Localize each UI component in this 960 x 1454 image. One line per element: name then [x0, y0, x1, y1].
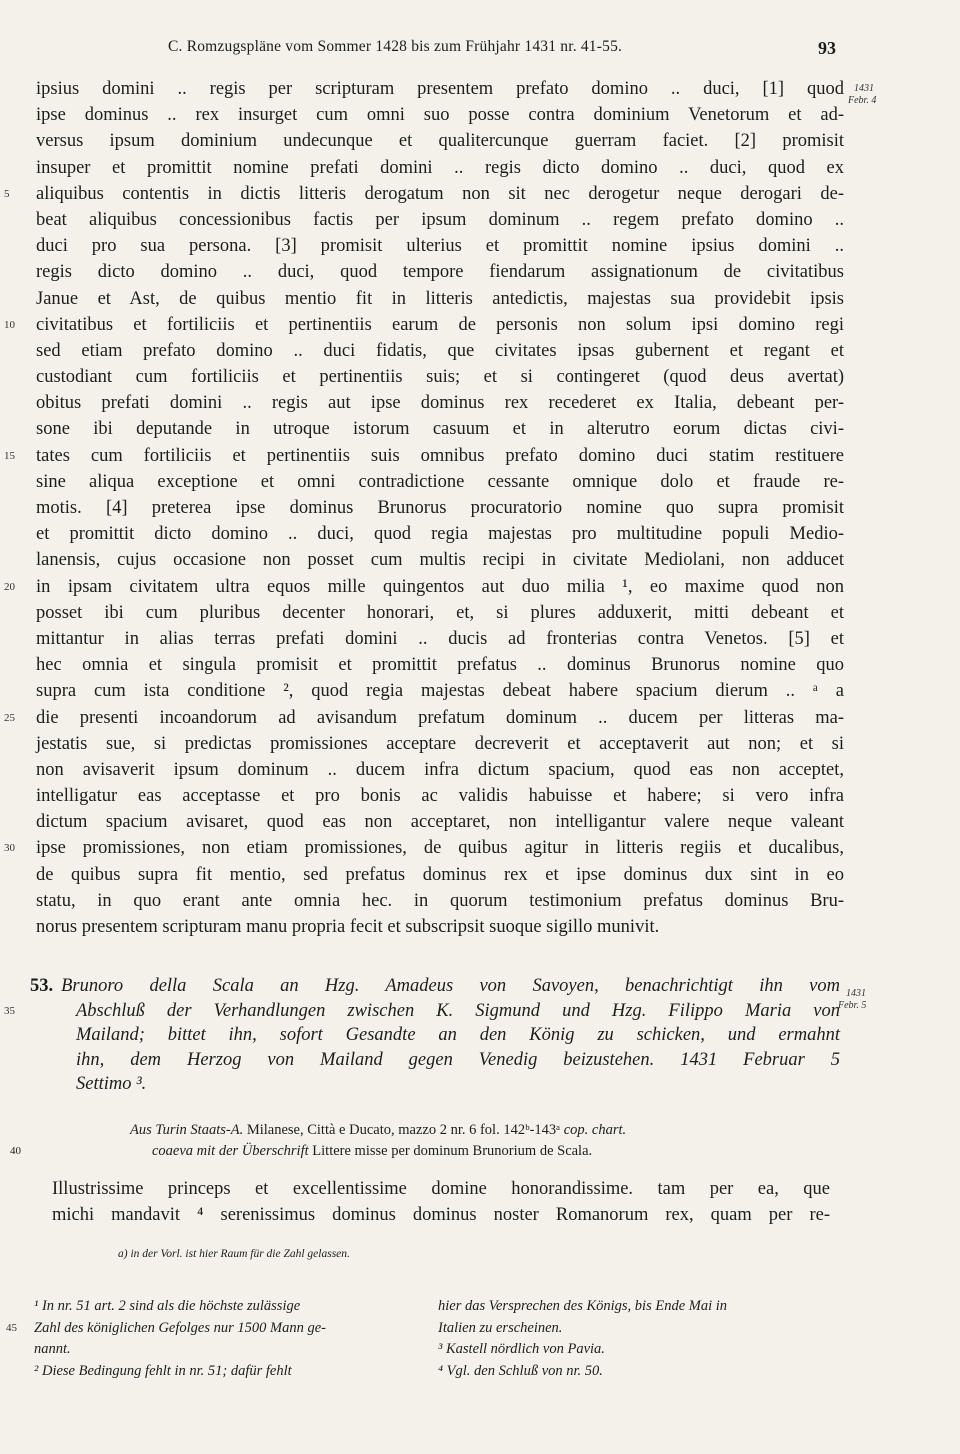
- text-line: [4, 574, 844, 600]
- footnote-line: [438, 1318, 838, 1340]
- line-text: posset ibi cum pluribus decenter honorari, et, si plures adduxerit, mitti debeant et: [36, 602, 844, 623]
- heading-line: [30, 1072, 840, 1097]
- footnote-line: [6, 1318, 420, 1340]
- document-number: 53.: [30, 976, 54, 996]
- text-line: [36, 259, 844, 285]
- line-text: sed etiam prefato domino .. duci fidatis, que civitates ipsas gubernent et regant et: [36, 340, 844, 361]
- line-text: beat aliquibus concessionibus factis per ipsum dominum .. regem prefato domino ..: [36, 209, 844, 230]
- footnote-text: ¹ In nr. 51 art. 2 sind als die höchste zulässige: [34, 1298, 301, 1314]
- footnote-text: hier das Versprechen des Königs, bis Ende Mai in: [438, 1298, 728, 1314]
- line-text: insuper et promittit nomine prefati domini .. regis dicto domino .. duci, quod ex: [36, 157, 844, 178]
- text-line: [36, 678, 844, 704]
- heading-text: [30, 974, 840, 999]
- margin-date-year: 1431: [846, 988, 866, 999]
- heading-text: ihn, dem Herzog von Mailand gegen Venedig beizustehen. 1431 Februar 5: [76, 1049, 840, 1070]
- text-line: [36, 286, 844, 312]
- line-text: et promittit dicto domino .. duci, quod regia majestas pro multitudine populi Medio-: [36, 524, 844, 545]
- line-text: statu, in quo erant ante omnia hec. in quorum testimonium prefatus dominus Bru-: [36, 890, 844, 911]
- line-number: 25: [4, 711, 15, 724]
- line-text: aliquibus contentis in dictis litteris derogatum non sit nec derogetur neque derogari de-: [36, 183, 844, 204]
- text-line: [36, 914, 844, 940]
- source-type: cop. chart.: [563, 1122, 627, 1138]
- text-line: [36, 862, 844, 888]
- line-text: regis dicto domino .. duci, quod tempore fiendarum assignationum de civitatibus: [36, 262, 844, 283]
- line-number: 35: [4, 1004, 15, 1017]
- footnote-line: [438, 1339, 838, 1361]
- line-text: in ipsam civitatem ultra equos mille quingentos aut duo milia ¹, eo maxime quod non: [36, 576, 844, 597]
- line-text: jestatis sue, si predictas promissiones acceptare decreverit et acceptaverit aut non; et si: [36, 733, 844, 754]
- document-heading: [4, 974, 840, 1097]
- text-line: [36, 364, 844, 390]
- line-text: ipse dominus .. rex insurget cum omni suo posse contra dominium Venetorum et ad-: [36, 105, 844, 126]
- footnotes-left: [6, 1296, 420, 1382]
- footnote-line: [34, 1339, 420, 1361]
- source-note: [10, 1120, 835, 1162]
- line-text: sone ibi deputande in utroque istorum casuum et in alterutro eorum dictas civi-: [36, 419, 844, 440]
- text-line: [4, 705, 844, 731]
- heading-text-part: Brunoro della Scala an Hzg. Amadeus von Savoyen, benachrichtigt ihn vom: [61, 976, 840, 996]
- heading-line: [30, 974, 840, 999]
- text-line: [36, 547, 844, 573]
- line-text: mittantur in alias terras prefati domini .. ducis ad fronterias contra Venetos. [5] et: [36, 628, 844, 649]
- text-line: [36, 128, 844, 154]
- text-line: [36, 495, 844, 521]
- variant-note: a) in der Vorl. ist hier Raum für die Zahl gelassen.: [118, 1248, 350, 1260]
- heading-line: [30, 1023, 840, 1048]
- footnote-text: ³ Kastell nördlich von Pavia.: [438, 1341, 605, 1357]
- main-text-block: [4, 76, 844, 940]
- line-number: 15: [4, 449, 15, 462]
- line-number: 10: [4, 318, 15, 331]
- text-line: [36, 416, 844, 442]
- footnotes-right: [438, 1296, 838, 1382]
- text-line: [36, 731, 844, 757]
- heading-text: Abschluß der Verhandlungen zwischen K. Sigmund und Hzg. Filippo Maria von: [76, 1000, 840, 1021]
- footnote-line: [34, 1296, 420, 1318]
- footnote-text: Italien zu erscheinen.: [438, 1319, 563, 1336]
- heading-text: Settimo ³.: [76, 1074, 147, 1094]
- line-number: 5: [4, 187, 10, 200]
- text-line: [36, 207, 844, 233]
- line-text: tates cum fortiliciis et pertinentiis suis omnibus prefato domino duci statim restituere: [36, 445, 844, 466]
- source-line-2: [10, 1141, 835, 1162]
- page-number: 93: [818, 38, 836, 58]
- line-text: civitatibus et fortiliciis et pertinentiis earum de personis non solum ipsi domino regi: [36, 314, 844, 335]
- heading-line: [4, 999, 840, 1024]
- line-text: die presenti incoandorum ad avisandum prefatum dominum .. ducem per litteras ma-: [36, 707, 844, 728]
- source-line-1: [130, 1120, 835, 1141]
- footnote-text: ² Diese Bedingung fehlt in nr. 51; dafür fehlt: [34, 1362, 292, 1379]
- line-text: ipse promissiones, non etiam promissiones, de quibus agitur in litteris regiis et ducalibus,: [36, 838, 844, 859]
- text-line: [36, 233, 844, 259]
- text-line: [36, 757, 844, 783]
- source-heading-label: coaeva mit der Überschrift: [152, 1143, 309, 1159]
- line-text: intelligatur eas acceptasse et pro bonis ac validis habuisse et habere; si vero infra: [36, 786, 844, 807]
- text-line: [36, 600, 844, 626]
- text-line: [36, 155, 844, 181]
- margin-date-day: Febr. 5: [838, 1000, 867, 1011]
- text-line: [36, 521, 844, 547]
- line-number: 45: [6, 1321, 17, 1334]
- text-line: [36, 626, 844, 652]
- line-text: duci pro sua persona. [3] promisit ulterius et promittit nomine ipsius domini ..: [36, 236, 844, 257]
- running-title: C. Romzugspläne vom Sommer 1428 bis zum Frühjahr 1431 nr. 41-55.: [168, 38, 623, 55]
- line-text: Janue et Ast, de quibus mentio fit in litteris antedictis, majestas sua providebit ipsis: [36, 288, 844, 309]
- margin-date-2: [838, 988, 867, 1012]
- text-line: [36, 102, 844, 128]
- text-line: [36, 76, 844, 102]
- margin-date-day: Febr. 4: [848, 95, 877, 106]
- footnote-line: [438, 1296, 838, 1318]
- line-text: versus ipsum dominium undecunque et qualitercunque guerram faciet. [2] promisit: [36, 131, 844, 152]
- text-line: [52, 1176, 830, 1202]
- source-archive: Aus Turin Staats-A.: [130, 1122, 244, 1138]
- text-line: [4, 181, 844, 207]
- text-line: [4, 443, 844, 469]
- text-line: [36, 338, 844, 364]
- line-text: ipsius domini .. regis per scripturam presentem prefato domino .. duci, [1] quod: [36, 79, 844, 99]
- footnote-text: nannt.: [34, 1341, 71, 1357]
- page-header: [0, 38, 960, 66]
- line-text: motis. [4] preterea ipse dominus Brunorus procuratorio nomine quo supra promisit: [36, 498, 844, 518]
- line-text: Illustrissime princeps et excellentissime domine honorandissime. tam per ea, que: [52, 1179, 830, 1199]
- text-line: [36, 783, 844, 809]
- line-text: supra cum ista conditione ², quod regia majestas debeat habere spacium dierum .. ᵃ a: [36, 681, 844, 702]
- footnote-text: ⁴ Vgl. den Schluß von nr. 50.: [438, 1362, 603, 1379]
- line-text: obitus prefati domini .. regis aut ipse dominus rex recederet ex Italia, debeant per-: [36, 393, 844, 414]
- text-line: [36, 888, 844, 914]
- line-number: 20: [4, 580, 15, 593]
- line-text: sine aliqua exceptione et omni contradictione cessante omnique dolo et fraude re-: [36, 471, 844, 492]
- margin-date-year: 1431: [854, 83, 874, 94]
- text-line: [36, 390, 844, 416]
- line-text: non avisaverit ipsum dominum .. ducem infra dictum spacium, quod eas non acceptet,: [36, 759, 844, 780]
- line-text: lanensis, cujus occasione non posset cum multis recipi in civitate Mediolani, non adducet: [36, 550, 844, 571]
- margin-date-1: [848, 83, 877, 107]
- line-text: hec omnia et singula promisit et promittit prefatus .. dominus Brunorus nomine quo: [36, 655, 844, 676]
- heading-text: Mailand; bittet ihn, sofort Gesandte an den König zu schicken, und ermahnt: [76, 1025, 840, 1045]
- line-text: custodiant cum fortiliciis et pertinentiis suis; et si contingeret (quod deus avertat): [36, 367, 844, 388]
- heading-line: [30, 1048, 840, 1073]
- footnote-text: Zahl des königlichen Gefolges nur 1500 Mann ge-: [34, 1319, 326, 1336]
- line-text: norus presentem scripturam manu propria fecit et subscripsit suoque sigillo munivit.: [36, 917, 660, 937]
- footnote-line: [34, 1361, 420, 1383]
- footnote-line: [438, 1361, 838, 1383]
- line-number: 30: [4, 842, 15, 855]
- source-heading-text: Littere misse per dominum Brunorium de Scala.: [308, 1143, 593, 1159]
- line-text: dictum spacium avisaret, quod eas non acceptaret, non intelligantur valere neque valeant: [36, 812, 844, 833]
- line-text: de quibus supra fit mentio, sed prefatus dominus rex et ipse dominus dux sint in eo: [36, 864, 844, 885]
- text-line: [36, 809, 844, 835]
- line-number: 40: [10, 1145, 21, 1157]
- text-line: [4, 835, 844, 861]
- source-signature: Milanese, Città e Ducato, mazzo 2 nr. 6 fol. 142ᵇ-143ᵃ: [243, 1122, 564, 1138]
- text-line: [4, 312, 844, 338]
- line-text: michi mandavit ⁴ serenissimus dominus dominus noster Romanorum rex, quam per re-: [52, 1205, 830, 1226]
- text-line: [36, 469, 844, 495]
- text-line: [52, 1202, 830, 1228]
- text-line: [36, 652, 844, 678]
- letter-text: [52, 1176, 830, 1228]
